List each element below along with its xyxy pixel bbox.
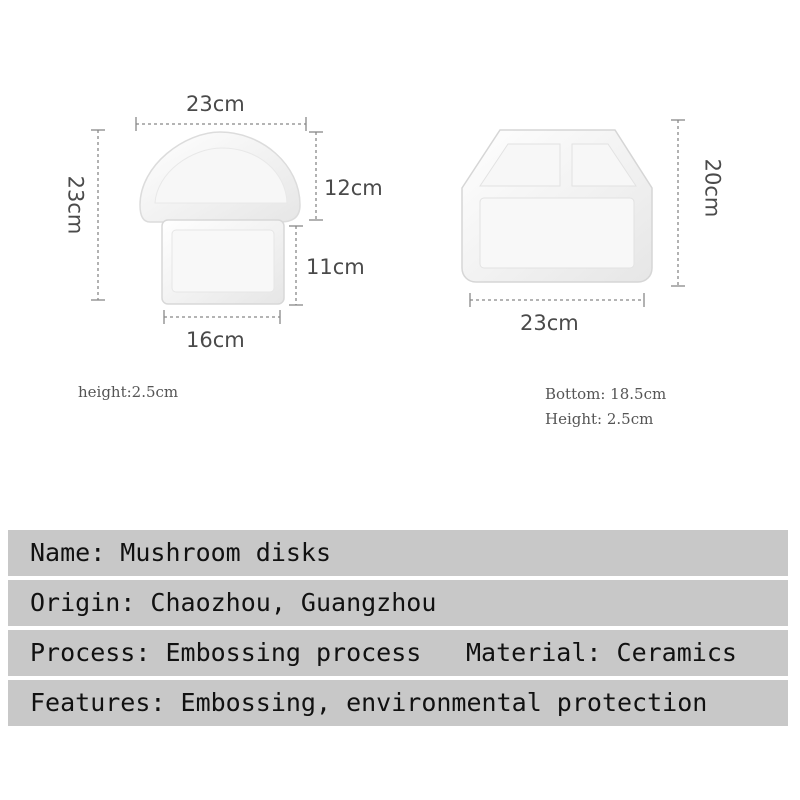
spec-band-name — [8, 530, 788, 576]
spec-name: Name: Mushroom disks — [30, 538, 332, 567]
mushroom-width-label: 23cm — [186, 92, 245, 116]
spec-process: Process: Embossing process — [30, 638, 422, 667]
house-bottom-note: Bottom: 18.5cm — [545, 385, 667, 403]
mushroom-depth-note: height:2.5cm — [78, 383, 179, 401]
house-height-note: Height: 2.5cm — [545, 410, 654, 428]
house-width-label: 23cm — [520, 311, 579, 335]
mushroom-height-label: 23cm — [63, 175, 88, 235]
mushroom-stem-height-label: 11cm — [306, 255, 365, 279]
mushroom-cap-height-label: 12cm — [324, 176, 383, 200]
spec-band-origin — [8, 580, 788, 626]
spec-band-features — [8, 680, 788, 726]
spec-material: Material: Ceramics — [466, 638, 737, 667]
spec-band-process — [8, 630, 788, 676]
spec-features: Features: Embossing, environmental protection — [30, 688, 708, 717]
house-height-label: 20cm — [700, 158, 725, 218]
house-plate — [462, 130, 652, 282]
mushroom-plate — [140, 132, 300, 304]
mushroom-stem-width-label: 16cm — [186, 328, 245, 352]
spec-origin: Origin: Chaozhou, Guangzhou — [30, 588, 437, 617]
